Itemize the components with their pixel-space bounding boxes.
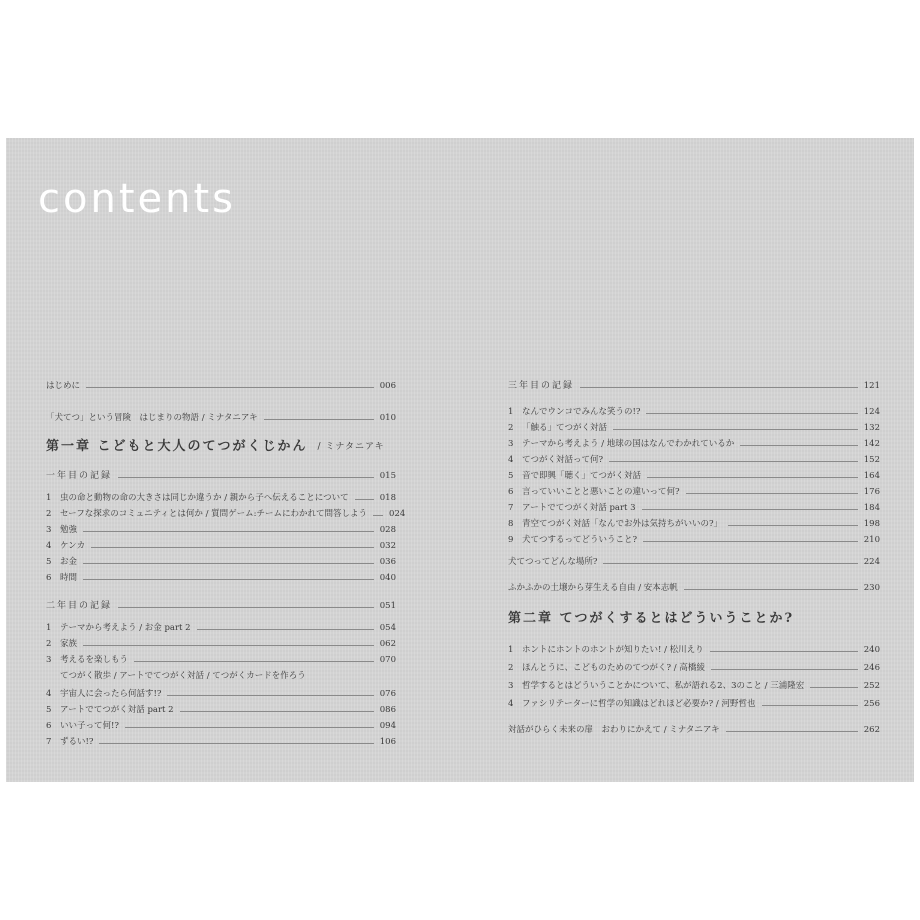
leader-line [686, 493, 858, 494]
leader-line [91, 547, 374, 548]
leader-line [711, 669, 858, 670]
toc-entry[interactable]: 5 アートでてつがく対話 part 2 086 [46, 705, 396, 715]
leader-line [83, 645, 374, 646]
leader-line [726, 731, 858, 732]
leader-line [810, 687, 858, 688]
leader-line [167, 695, 373, 696]
leader-line [613, 429, 858, 430]
toc-entry[interactable]: 5 お金 036 [46, 557, 396, 567]
chapter-1-heading[interactable]: 第一章 こどもと大人のてつがくじかん / ミナタニアキ [46, 439, 385, 454]
toc-entry[interactable]: 3 勉強 028 [46, 525, 396, 535]
leader-line [642, 509, 858, 510]
leader-line [355, 499, 374, 500]
toc-entry[interactable]: 3 哲学するとはどういうことかについて、私が語れる2、3のこと / 三浦隆宏 252 [508, 681, 880, 691]
leader-line [603, 563, 857, 564]
leader-line [728, 525, 858, 526]
toc-section-year2[interactable]: 二年目の記録 051 [46, 601, 396, 611]
toc-entry[interactable]: 6 言っていいことと悪いことの違いって何? 176 [508, 487, 880, 497]
toc-entry[interactable]: 2 ほんとうに、こどものためのてつがく? / 高橋綾 246 [508, 663, 880, 673]
leader-line [118, 477, 374, 478]
leader-line [373, 515, 383, 516]
toc-entry[interactable]: 2 「触る」てつがく対話 132 [508, 423, 880, 433]
toc-entry-closing[interactable]: 対話がひらく未来の扉 おわりにかえて / ミナタニアキ 262 [508, 725, 880, 735]
toc-entry[interactable]: 1 ホントにホントのホントが知りたい! / 松川えり 240 [508, 645, 880, 655]
leader-line [86, 387, 374, 388]
toc-entry[interactable]: 4 てつがく対話って何? 152 [508, 455, 880, 465]
toc-entry[interactable]: 5 音で即興「聴く」てつがく対話 164 [508, 471, 880, 481]
leader-line [762, 705, 858, 706]
toc-entry-place[interactable]: 犬てつってどんな場所? 224 [508, 557, 880, 567]
leader-line [118, 607, 374, 608]
chapter-2-heading[interactable]: 第二章 てつがくするとはどういうことか? [508, 611, 795, 626]
leader-line [197, 629, 374, 630]
toc-entry[interactable]: 3 考えるを楽しもう 070 [46, 655, 396, 665]
toc-entry-continuation: てつがく散歩 / アートでてつがく対話 / てつがくカードを作ろう [60, 671, 306, 681]
toc-entry[interactable]: 1 テーマから考えよう / お金 part 2 054 [46, 623, 396, 633]
toc-entry[interactable]: 4 宇宙人に会ったら何話す!? 076 [46, 689, 396, 699]
toc-entry[interactable]: 3 テーマから考えよう / 地球の国はなんでわかれているか 142 [508, 439, 880, 449]
toc-entry[interactable]: 8 青空てつがく対話「なんでお外は気持ちがいいの?」 198 [508, 519, 880, 529]
leader-line [83, 579, 374, 580]
toc-entry[interactable]: 7 アートでてつがく対話 part 3 184 [508, 503, 880, 513]
page-title: contents [38, 176, 236, 222]
leader-line [643, 541, 858, 542]
leader-line [180, 711, 374, 712]
toc-entry[interactable]: 6 いい子って何!? 094 [46, 721, 396, 731]
leader-line [710, 651, 858, 652]
toc-section-year3[interactable]: 三年目の記録 121 [508, 381, 880, 391]
toc-entry-adventure[interactable]: 「犬てつ」という冒険 はじまりの物語 / ミナタニアキ 010 [46, 413, 396, 423]
leader-line [609, 461, 858, 462]
toc-entry[interactable]: 2 家族 062 [46, 639, 396, 649]
toc-entry[interactable]: 2 セーフな探求のコミュニティとは何か / 質問ゲーム:チームにわかれて問答しよう 024 [46, 509, 406, 519]
leader-line [83, 531, 374, 532]
toc-entry[interactable]: 1 虫の命と動物の命の大きさは同じか違うか / 親から子へ伝えることについて 018 [46, 493, 396, 503]
leader-line [99, 743, 373, 744]
toc-entry[interactable]: 4 ファシリテーターに哲学の知識はどれほど必要か? / 河野哲也 256 [508, 699, 880, 709]
toc-entry[interactable]: 6 時間 040 [46, 573, 396, 583]
toc-entry-intro[interactable]: はじめに 006 [46, 381, 396, 391]
toc-section-year1[interactable]: 一年目の記録 015 [46, 471, 396, 481]
toc-entry[interactable]: 9 犬てつするってどういうこと? 210 [508, 535, 880, 545]
toc-entry[interactable]: 7 ずるい!? 106 [46, 737, 396, 747]
leader-line [684, 589, 858, 590]
leader-line [125, 727, 374, 728]
leader-line [134, 661, 374, 662]
leader-line [580, 387, 858, 388]
leader-line [264, 419, 374, 420]
toc-entry[interactable]: 4 ケンカ 032 [46, 541, 396, 551]
leader-line [646, 413, 857, 414]
toc-entry[interactable]: 1 なんでウンコでみんな笑うの!? 124 [508, 407, 880, 417]
leader-line [647, 477, 858, 478]
toc-entry-soil[interactable]: ふかふかの土壌から芽生える自由 / 安本志帆 230 [508, 583, 880, 593]
leader-line [83, 563, 374, 564]
leader-line [740, 445, 857, 446]
